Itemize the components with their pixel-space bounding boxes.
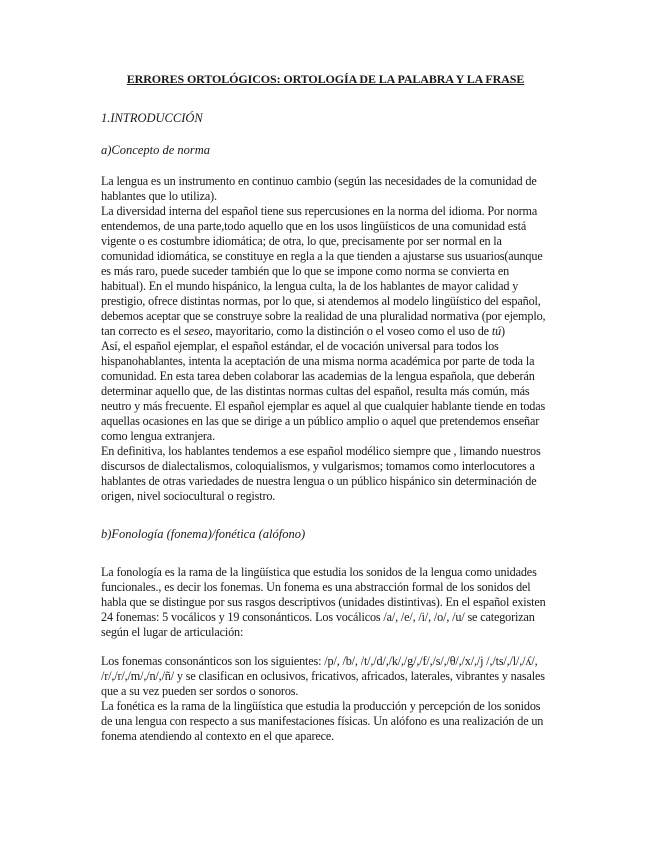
section-heading-introduccion: 1.INTRODUCCIÓN (101, 111, 203, 125)
paragraph-espanol-ejemplar: Así, el español ejemplar, el español estándar, el de vocación universal para todos los hispanohablantes, intenta la aceptación de una misma norma académica por parte de toda la comunidad. En esta tarea deben colaborar las academias de la lengua española, que deberán determinar aquello que, de las distintas normas cultas del español, resulta más común, más neutro y más frecuente. El español ejemplar es aquel al que cualquier hablante tiende en todas aquellas ocasiones en las que se dirige a un público amplio o aquel que pretendemos enseñar como lengua extranjera. (101, 339, 546, 443)
paragraph-lengua-cambio: La lengua es un instrumento en continuo cambio (según las necesidades de la comunidad de hablantes que lo utiliza). (101, 174, 537, 203)
paragraph-fonetica: La fonética es la rama de la lingüística que estudia la producción y percepción de los sonidos de una lengua con respecto a sus manifestaciones físicas. Un alófono es una realización de un fonema atendiendo al contexto en el que aparece. (101, 699, 544, 743)
italic-term-tu: tú (491, 324, 502, 338)
paragraph-text: La diversidad interna del español tiene sus repercusiones en la norma del idioma. Por norma entendemos, de una parte,todo aquello que en los usos lingüísticos de una comunidad está vigente o es costumbre idiomática; de otra, lo que, precisamente por ser normal en la comunidad idiomática, se constituye en regla a la que tienden a ajustarse sus usuarios(aunque es más raro, puede suceder también que lo que se impone como norma se convierta en habitual). En el mundo hispánico, la lengua culta, la de los hablantes de mayor calidad y prestigio, ofrece distintas normas, por lo que, si atendemos al modelo lingüístico del español, debemos aceptar que se construye sobre la realidad de una pluralidad normativa (por ejemplo, tan correcto es el (101, 204, 546, 338)
subheading-fonologia-fonetica: b)Fonología (fonema)/fonética (alófono) (101, 527, 306, 541)
paragraph-text: ) (501, 324, 505, 338)
italic-term-seseo: seseo, (184, 324, 213, 338)
document-title: ERRORES ORTOLÓGICOS: ORTOLOGÍA DE LA PALABRA Y LA FRASE (126, 72, 525, 86)
paragraph-en-definitiva: En definitiva, los hablantes tendemos a ese español modélico siempre que , limando nuestros discursos de dialectalismos, coloquialismos, y vulgarismos; tomamos como interlocutores a hablantes de otras variedades de nuestra lengua o un público hispánico sin determinación de origen, nivel sociocultural o registro. (101, 444, 541, 503)
paragraph-diversidad-norma (101, 204, 550, 339)
paragraph-fonologia: La fonología es la rama de la lingüística que estudia los sonidos de la lengua como unidades funcionales., es decir los fonemas. Un fonema es una abstracción formal de los sonidos del habla que se distingue por sus rasgos descriptivos (unidades distintivas). En el español existen 24 fonemas: 5 vocálicos y 19 consonánticos. Los vocálicos /a/, /e/, /i/, /o/, /u/ se categorizan según el lugar de articulación: (101, 565, 546, 639)
paragraph-fonemas-consonanticos: Los fonemas consonánticos son los siguientes: /p/, /b/, /t/,/d/,/k/,/g/,/f/,/s/,/θ/,/x/,/j /,/ts/,/l/,/ʎ/, /r/,/r/,/m/,/n/,/ñ/ y se clasifican en oclusivos, fricativos, africados, laterales, vibrantes y nasales que a su vez pueden ser sordos o sonoros. (101, 654, 545, 698)
subheading-concepto-de-norma: a)Concepto de norma (101, 143, 211, 157)
paragraph-text: mayoritario, como la distinción o el voseo como el uso de (212, 324, 492, 338)
